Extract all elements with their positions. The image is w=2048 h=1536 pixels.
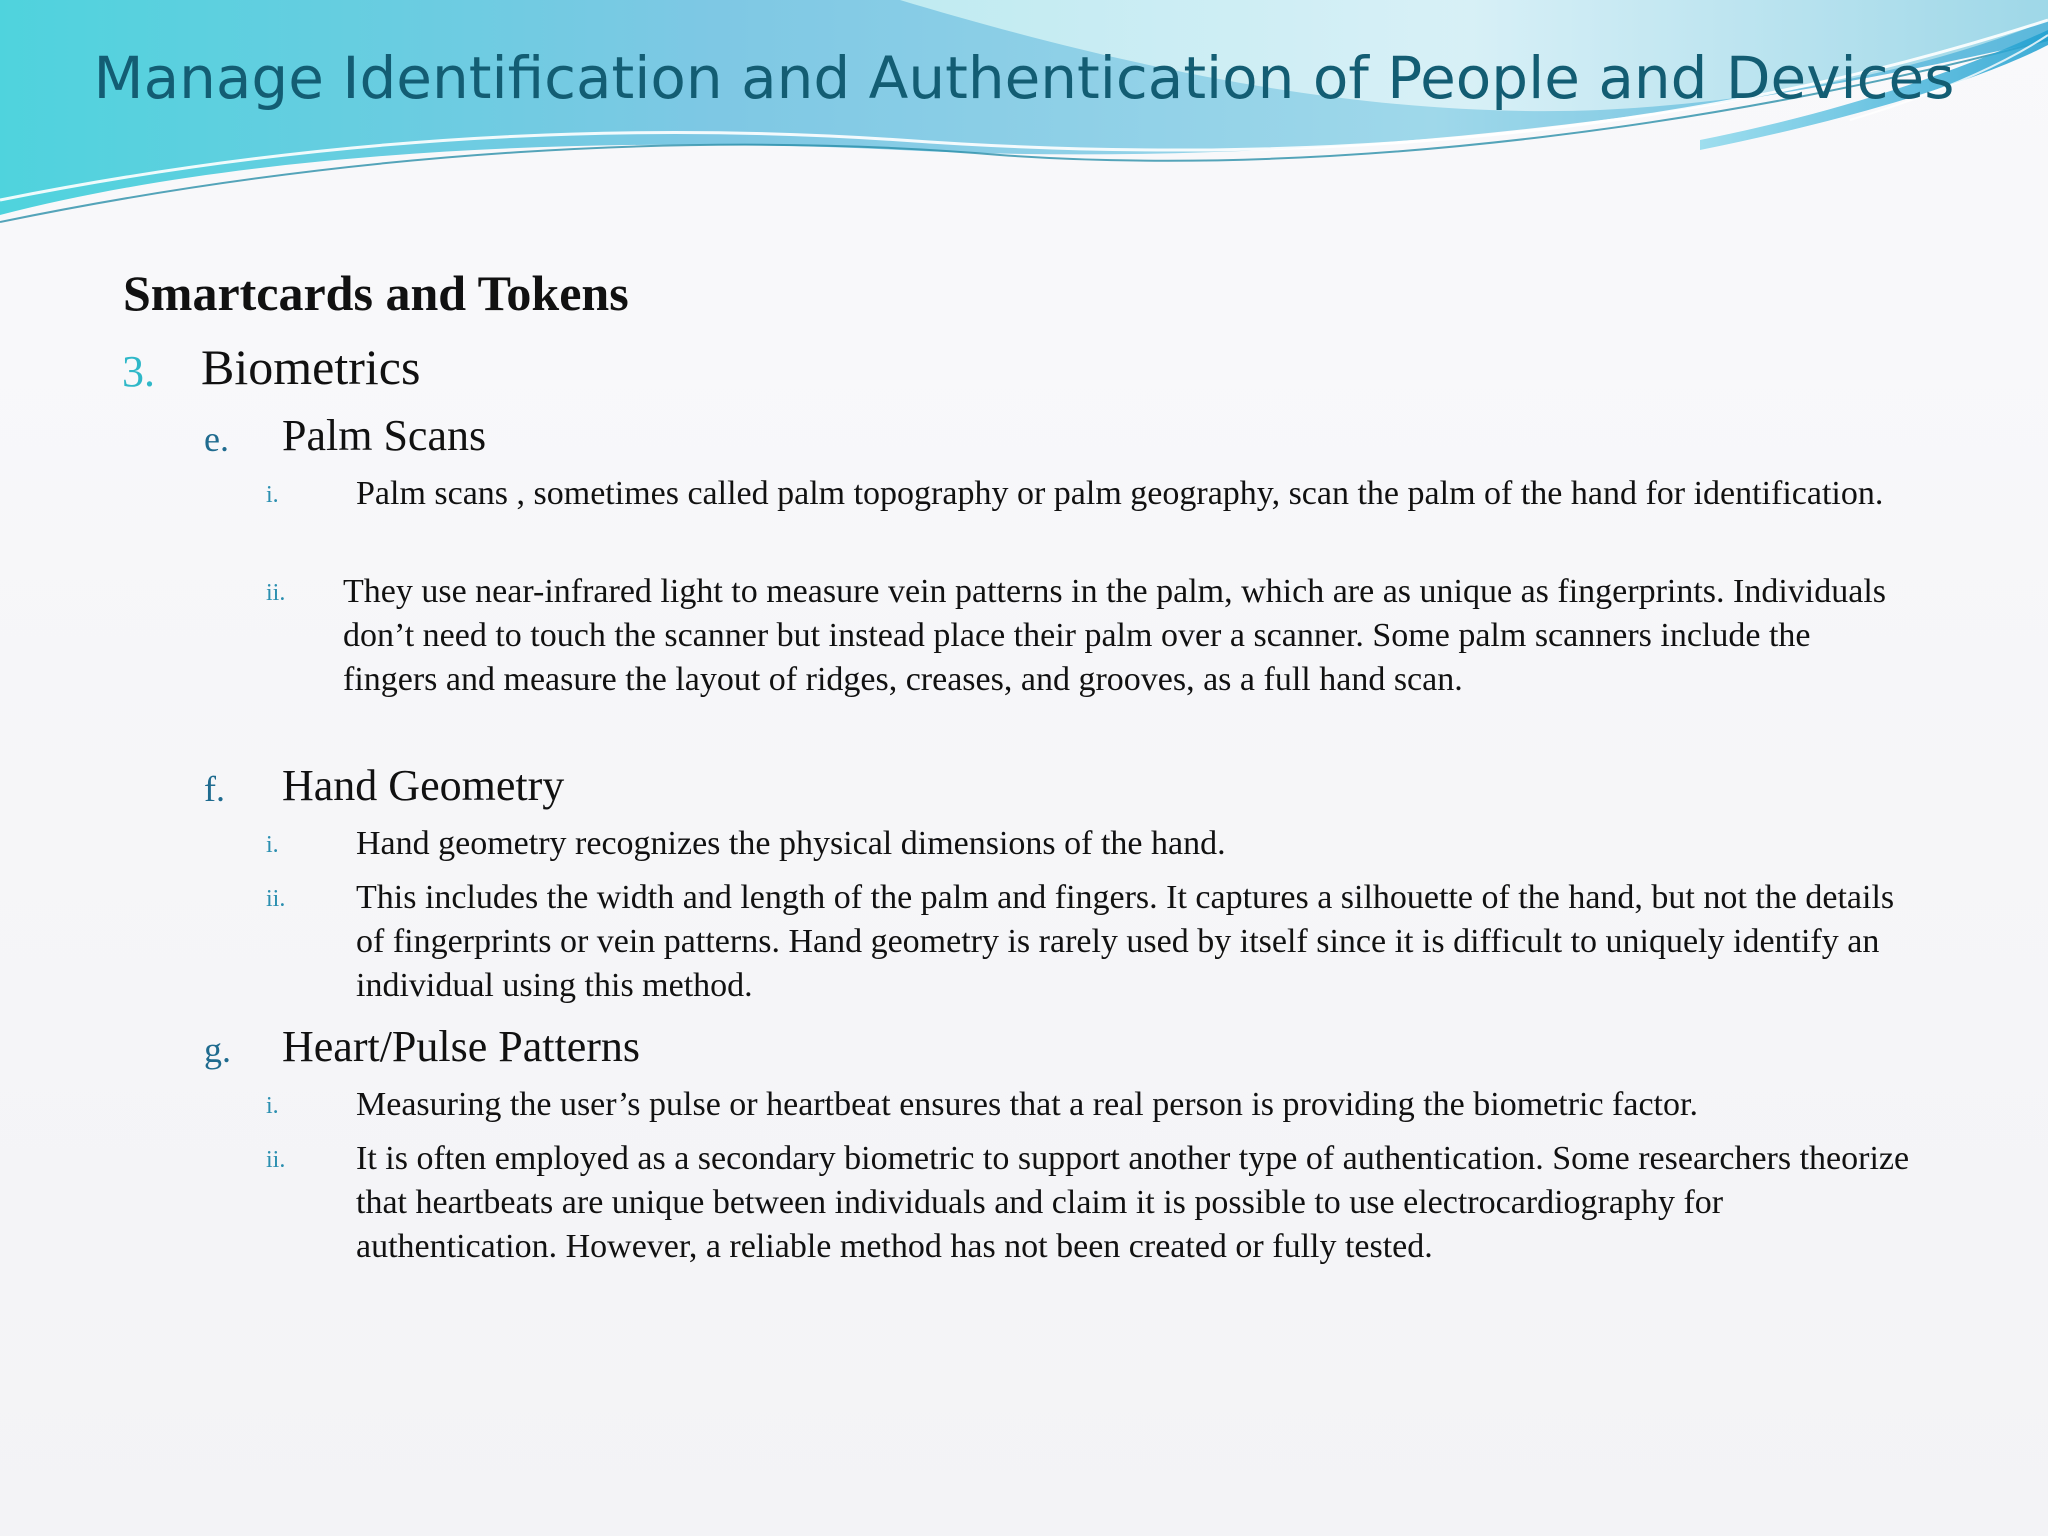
slide-title: Manage Identification and Authentication of People and Devices <box>93 44 1955 112</box>
heart-pulse-heading: Heart/Pulse Patterns <box>282 1022 641 1071</box>
point-text: This includes the width and length of the palm and fingers. It captures a silhouette of the hand, but not the details of fingerprints or vein patterns. Hand geometry is rarely used by itself since it is difficult to uniquely identify an individual using this method. <box>356 879 1895 1004</box>
palm-scans-heading: Palm Scans <box>282 411 487 460</box>
biometrics-heading: Biometrics <box>201 339 421 395</box>
list-marker: i. <box>266 832 279 858</box>
list-marker: ii. <box>266 580 286 606</box>
hand-geometry-heading: Hand Geometry <box>282 761 565 810</box>
point-text: It is often employed as a secondary biometric to support another type of authentication. Some researchers theorize that heartbeats are unique between individuals and claim it is possible to use electrocardiography for authentication. However, a reliable method has not been created or fully tested. <box>356 1140 1910 1265</box>
point-text: Palm scans , sometimes called palm topography or palm geography, scan the palm of the hand for identification. <box>356 475 1884 512</box>
point-text: Measuring the user’s pulse or heartbeat ensures that a real person is providing the biometric factor. <box>356 1086 1698 1123</box>
list-marker: e. <box>204 419 229 459</box>
point-text: Hand geometry recognizes the physical dimensions of the hand. <box>356 825 1226 862</box>
hand-geometry-point-2 <box>0 876 2048 1010</box>
list-marker: 3. <box>122 347 155 396</box>
point-text: They use near-infrared light to measure vein patterns in the palm, which are as unique as fingerprints. Individuals don’t need to touch the scanner but instead place their palm over a scanner. Some palm scanners include the fingers and measure the layout of ridges, creases, and grooves, as a full hand scan. <box>343 573 1886 698</box>
list-marker: f. <box>204 769 225 809</box>
biometrics-list-item <box>0 338 2048 398</box>
heart-pulse-point-2 <box>0 1137 2048 1315</box>
palm-scans-point-1 <box>0 472 2048 562</box>
list-marker: i. <box>266 482 279 508</box>
hand-geometry-point-1 <box>0 822 2048 868</box>
palm-scans-point-2 <box>0 570 2048 748</box>
hand-geometry-item <box>0 760 2048 812</box>
heart-pulse-point-1 <box>0 1083 2048 1129</box>
palm-scans-item <box>0 410 2048 462</box>
section-heading: Smartcards and Tokens <box>123 265 629 321</box>
list-marker: ii. <box>266 886 286 912</box>
list-marker: ii. <box>266 1147 286 1173</box>
list-marker: g. <box>204 1030 231 1070</box>
heart-pulse-item <box>0 1021 2048 1073</box>
list-marker: i. <box>266 1093 279 1119</box>
